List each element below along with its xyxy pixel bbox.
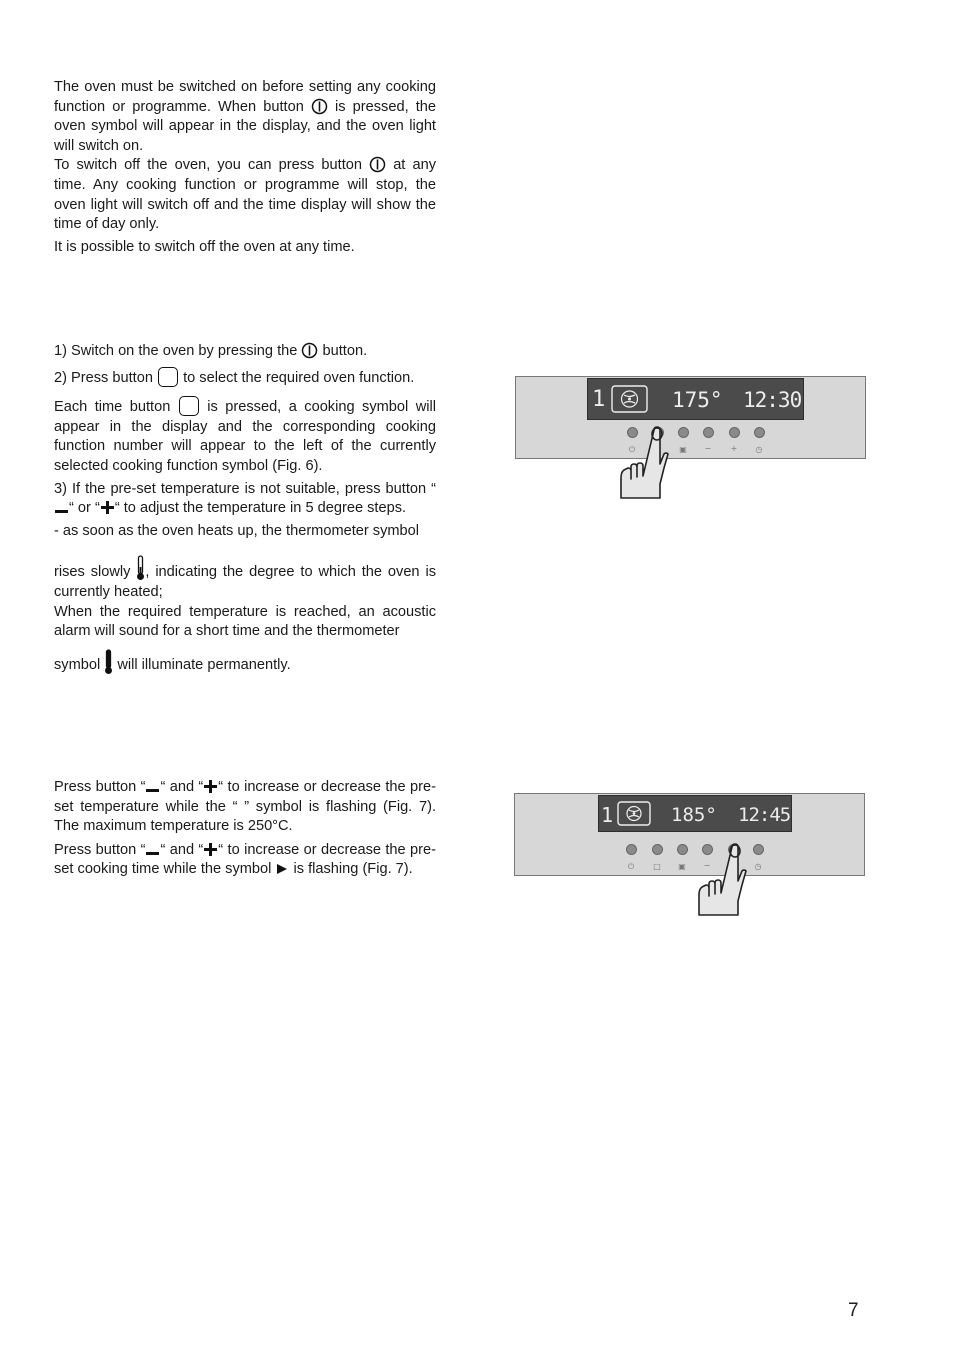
minus-icon: [55, 510, 68, 513]
control-panel: [515, 376, 866, 459]
fan-oven-icon: [617, 801, 651, 826]
fan-oven-icon: [611, 385, 648, 413]
change-temperature: Press button “ “ and “ “ to increase or decrease the pre-set temperature while the “ ” symbol is flashing (Fig. 7). The maximum temperature is 250°C.: [54, 779, 436, 835]
step-2: 2) Press button to select the required oven function.: [54, 367, 436, 389]
program-label-icon: ▣: [679, 445, 687, 454]
function-label-icon: □: [653, 862, 661, 871]
alarm-note: When the required temperature is reached, an acoustic alarm will sound for a short time and the thermometer: [54, 603, 436, 640]
paragraph-switch-off-anytime: It is possible to switch off the oven at any time.: [54, 238, 355, 255]
plus-icon: [204, 780, 217, 793]
clock-readout: 12:30: [743, 388, 802, 412]
heating-note-2: rises slowly , indicating the degree to which the oven is currently heated;: [54, 555, 436, 602]
minus-label-icon: −: [703, 861, 711, 870]
figure-6: [515, 376, 866, 501]
clock-label-icon: ◷: [754, 862, 762, 871]
page-number: 7: [848, 1300, 859, 1321]
step-2-detail: Each time button is pressed, a cooking symbol will appear in the display and the corresponding cooking function number will appear to the left of the currently selected cooking function symbol (Fig. 6).: [54, 396, 436, 476]
change-time: Press button “ “ and “ “ to increase or decrease the pre-set cooking time while the symbol is flashing (Fig. 7).: [54, 841, 436, 878]
thermometer-icon: [104, 649, 113, 675]
minus-label-icon: −: [704, 444, 712, 453]
function-button[interactable]: [652, 844, 663, 855]
power-button[interactable]: [626, 844, 637, 855]
minus-button[interactable]: [703, 427, 714, 438]
minus-icon: [146, 852, 159, 855]
power-icon: [311, 98, 328, 115]
program-label-icon: ▣: [678, 862, 686, 871]
program-button[interactable]: [677, 844, 688, 855]
control-panel: [514, 793, 865, 876]
pointing-hand-icon: [696, 843, 764, 917]
plus-button[interactable]: [729, 427, 740, 438]
plus-icon: [204, 843, 217, 856]
function-button-icon: [158, 367, 178, 387]
plus-label-icon: +: [730, 444, 738, 453]
step-3: 3) If the pre-set temperature is not suitable, press button ““ or “ “ to adjust the temperature in 5 degree steps.: [54, 480, 436, 517]
clock-readout: 12:45: [738, 804, 791, 826]
paragraph-switch-off: To switch off the oven, you can press button at any time. Any cooking function or programme will stop, the oven light will switch off and the time display will show the time of day only.: [54, 157, 436, 233]
temperature-readout: 185°: [671, 804, 717, 826]
step-1: 1) Switch on the oven by pressing the button.: [54, 343, 368, 359]
pointing-hand-icon: [618, 426, 686, 500]
play-triangle-icon: [277, 864, 287, 874]
section-switch-on: [54, 78, 436, 257]
power-icon: [301, 342, 318, 359]
paragraph-switch-on: The oven must be switched on before setting any cooking function or programme. When button is pressed, the oven symbol will appear in the display, and the oven light will switch on.: [54, 79, 436, 154]
plus-icon: [101, 501, 114, 514]
heating-note: - as soon as the oven heats up, the thermometer symbol: [54, 522, 420, 539]
section-change-settings: [54, 778, 436, 880]
oven-display: [587, 378, 804, 420]
function-button-icon: [179, 396, 199, 416]
temperature-readout: 175°: [672, 388, 723, 412]
power-label-icon: ⏻: [627, 862, 635, 871]
oven-display: [598, 795, 792, 832]
function-number: 1: [592, 387, 606, 412]
section-select-function: [54, 342, 436, 675]
alarm-note-2: symbol will illuminate permanently.: [54, 649, 436, 676]
clock-label-icon: ◷: [755, 445, 763, 454]
figure-7: [514, 793, 865, 918]
minus-icon: [146, 789, 159, 792]
thermometer-icon: [136, 555, 145, 581]
clock-button[interactable]: [754, 427, 765, 438]
function-number: 1: [601, 803, 614, 827]
power-icon: [369, 156, 386, 173]
power-label-icon: ⏻: [628, 445, 636, 454]
